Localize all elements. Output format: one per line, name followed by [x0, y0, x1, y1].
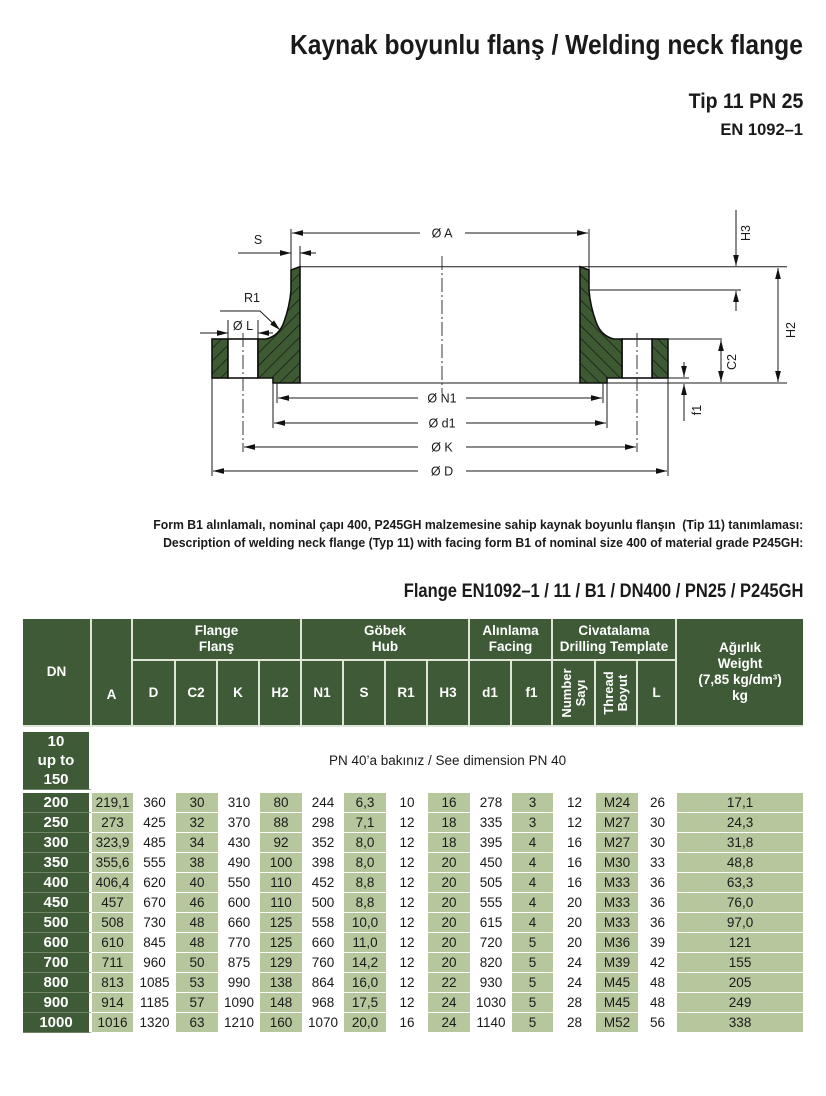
range-start: 10 [47, 733, 65, 750]
cell-dn: 800 [23, 973, 92, 993]
cell-c2: 48 [176, 933, 218, 953]
cell-dn: 900 [23, 993, 92, 1013]
see-pn40-note: PN 40’a bakınız / See dimension PN 40 [92, 732, 803, 790]
cell-k: 600 [218, 893, 260, 913]
header-s: S [344, 661, 386, 727]
header-weight [677, 619, 803, 727]
dimension-D [213, 465, 667, 479]
header-group-hub [302, 619, 470, 661]
cell-d1: 555 [470, 893, 512, 913]
label-K: Ø K [431, 440, 453, 455]
table-row [23, 993, 803, 1013]
cell-a: 914 [92, 993, 133, 1013]
cell-h2: 138 [260, 973, 302, 993]
cell-r1: 12 [386, 953, 428, 973]
cell-l: 48 [638, 973, 677, 993]
dimension-N1 [278, 392, 602, 406]
cell-l: 26 [638, 793, 677, 813]
cell-number: 16 [553, 873, 596, 893]
cell-number: 24 [553, 953, 596, 973]
cell-number: 20 [553, 933, 596, 953]
cell-thread: M39 [596, 953, 638, 973]
cell-d1: 930 [470, 973, 512, 993]
cell-r1: 12 [386, 933, 428, 953]
cell-f1: 5 [512, 993, 553, 1013]
cell-f1: 4 [512, 833, 553, 853]
cell-n1: 244 [302, 793, 344, 813]
cell-k: 1090 [218, 993, 260, 1013]
cell-thread: M36 [596, 933, 638, 953]
cell-h3: 20 [428, 893, 470, 913]
label-D: Ø D [430, 464, 454, 479]
cell-d: 555 [133, 853, 176, 873]
cell-f1: 5 [512, 973, 553, 993]
table-row [23, 793, 803, 813]
cell-s: 17,5 [344, 993, 386, 1013]
cell-s: 10,0 [344, 913, 386, 933]
cell-d1: 278 [470, 793, 512, 813]
weight-unit: kg [732, 688, 748, 703]
cell-s: 8,8 [344, 873, 386, 893]
cell-h3: 18 [428, 833, 470, 853]
cell-h2: 88 [260, 813, 302, 833]
cell-k: 770 [218, 933, 260, 953]
cell-dn: 1000 [23, 1013, 92, 1033]
cell-number: 16 [553, 833, 596, 853]
table-row [23, 833, 803, 853]
cell-h2: 129 [260, 953, 302, 973]
page-title-text: Kaynak boyunlu flanş / Welding neck flange [290, 29, 803, 60]
cell-n1: 298 [302, 813, 344, 833]
table-row [23, 873, 803, 893]
cell-f1: 4 [512, 893, 553, 913]
cell-a: 610 [92, 933, 133, 953]
cell-s: 20,0 [344, 1013, 386, 1033]
cell-d1: 505 [470, 873, 512, 893]
dimension-f1 [684, 362, 704, 421]
table-row [23, 893, 803, 913]
range-end: 150 [43, 771, 69, 788]
header-d: D [133, 661, 176, 727]
cell-thread: M30 [596, 853, 638, 873]
header-r1: R1 [386, 661, 428, 727]
cell-n1: 352 [302, 833, 344, 853]
cell-thread: M24 [596, 793, 638, 813]
cell-weight: 48,8 [677, 853, 803, 873]
header-d1: d1 [470, 661, 512, 727]
cell-weight: 205 [677, 973, 803, 993]
cell-number: 12 [553, 793, 596, 813]
group-drilling-tr: Civatalama [578, 623, 650, 638]
cell-h2: 125 [260, 933, 302, 953]
dimension-S [238, 233, 316, 267]
cell-a: 219,1 [92, 793, 133, 813]
cell-r1: 12 [386, 833, 428, 853]
cell-number: 20 [553, 893, 596, 913]
cell-dn: 500 [23, 913, 92, 933]
range-upto: up to [37, 752, 75, 769]
description-english [150, 535, 803, 551]
cell-a: 406,4 [92, 873, 133, 893]
description-turkish-text: Form B1 alınlamalı, nominal çapı 400, P245GH malzemesine sahip kaynak boyunlu flanşın (Tip 11) tanımlaması: [153, 518, 803, 532]
table-body [23, 727, 803, 1033]
cell-s: 11,0 [344, 933, 386, 953]
group-facing-en: Facing [488, 639, 533, 654]
cell-r1: 16 [386, 1013, 428, 1033]
cell-k: 310 [218, 793, 260, 813]
table-row [23, 933, 803, 953]
cell-k: 490 [218, 853, 260, 873]
cell-thread: M45 [596, 993, 638, 1013]
cell-dn: 200 [23, 793, 92, 813]
cell-number: 24 [553, 973, 596, 993]
cell-n1: 968 [302, 993, 344, 1013]
header-c2: C2 [176, 661, 218, 727]
label-d1: Ø d1 [428, 416, 456, 431]
header-thread [596, 661, 638, 727]
label-R1: R1 [244, 291, 260, 305]
cell-d1: 720 [470, 933, 512, 953]
cell-k: 875 [218, 953, 260, 973]
cell-c2: 53 [176, 973, 218, 993]
cell-l: 48 [638, 993, 677, 1013]
cell-k: 550 [218, 873, 260, 893]
header-number-rotated [560, 668, 588, 717]
cell-weight: 31,8 [677, 833, 803, 853]
header-number-en: Number [558, 668, 574, 718]
cell-f1: 5 [512, 953, 553, 973]
cell-a: 457 [92, 893, 133, 913]
weight-en: Weight [717, 656, 763, 671]
cell-c2: 50 [176, 953, 218, 973]
group-hub-tr: Göbek [364, 623, 407, 638]
cell-r1: 10 [386, 793, 428, 813]
cell-l: 30 [638, 813, 677, 833]
cell-c2: 38 [176, 853, 218, 873]
cell-l: 36 [638, 913, 677, 933]
cell-dn-range [23, 732, 92, 790]
cell-d: 845 [133, 933, 176, 953]
cell-f1: 5 [512, 1013, 553, 1033]
header-h3: H3 [428, 661, 470, 727]
cell-number: 28 [553, 993, 596, 1013]
cell-h3: 24 [428, 993, 470, 1013]
cell-d: 1185 [133, 993, 176, 1013]
dimension-d1 [274, 417, 606, 431]
cell-h2: 100 [260, 853, 302, 873]
cell-number: 12 [553, 813, 596, 833]
header-f1: f1 [512, 661, 553, 727]
header-thread-rotated [602, 671, 630, 714]
cell-weight: 24,3 [677, 813, 803, 833]
group-flange-en: Flange [194, 623, 239, 638]
cell-thread: M33 [596, 873, 638, 893]
cell-r1: 12 [386, 993, 428, 1013]
cell-d: 485 [133, 833, 176, 853]
weight-tr: Ağırlık [719, 640, 762, 655]
cell-d: 620 [133, 873, 176, 893]
cell-h2: 160 [260, 1013, 302, 1033]
label-N1: Ø N1 [427, 391, 457, 406]
group-flange-tr: Flanş [198, 639, 235, 654]
cell-h2: 92 [260, 833, 302, 853]
header-a: A [92, 619, 133, 727]
header-h2: H2 [260, 661, 302, 727]
cell-f1: 4 [512, 853, 553, 873]
dimension-table [23, 619, 803, 1033]
cell-c2: 30 [176, 793, 218, 813]
cell-weight: 97,0 [677, 913, 803, 933]
cell-k: 990 [218, 973, 260, 993]
cell-c2: 46 [176, 893, 218, 913]
cell-c2: 32 [176, 813, 218, 833]
cell-s: 6,3 [344, 793, 386, 813]
cell-f1: 3 [512, 793, 553, 813]
cell-dn: 250 [23, 813, 92, 833]
cell-f1: 4 [512, 873, 553, 893]
cell-h3: 20 [428, 933, 470, 953]
cell-d1: 395 [470, 833, 512, 853]
header-thread-en: Thread [601, 671, 617, 715]
cell-k: 430 [218, 833, 260, 853]
cell-weight: 121 [677, 933, 803, 953]
cell-c2: 57 [176, 993, 218, 1013]
cell-l: 30 [638, 833, 677, 853]
cell-dn: 400 [23, 873, 92, 893]
header-thread-tr: Boyut [615, 674, 631, 712]
cell-n1: 864 [302, 973, 344, 993]
cell-d: 425 [133, 813, 176, 833]
cell-d1: 1030 [470, 993, 512, 1013]
cell-weight: 249 [677, 993, 803, 1013]
dimension-H3 [736, 210, 753, 311]
cell-thread: M52 [596, 1013, 638, 1033]
cell-h2: 110 [260, 873, 302, 893]
cell-s: 8,8 [344, 893, 386, 913]
dimension-K [244, 441, 636, 455]
header-group-flange [133, 619, 302, 661]
flange-section-right [580, 267, 668, 383]
label-L: Ø L [232, 319, 254, 333]
cell-l: 33 [638, 853, 677, 873]
cell-d: 730 [133, 913, 176, 933]
cell-c2: 63 [176, 1013, 218, 1033]
cell-d1: 820 [470, 953, 512, 973]
cell-n1: 398 [302, 853, 344, 873]
cell-l: 36 [638, 873, 677, 893]
table-row [23, 913, 803, 933]
cell-thread: M27 [596, 833, 638, 853]
cell-h3: 24 [428, 1013, 470, 1033]
cell-thread: M27 [596, 813, 638, 833]
cell-s: 7,1 [344, 813, 386, 833]
cell-l: 39 [638, 933, 677, 953]
header-l: L [638, 661, 677, 727]
cell-d1: 335 [470, 813, 512, 833]
cell-l: 36 [638, 893, 677, 913]
label-H3: H3 [739, 225, 753, 241]
cell-weight: 76,0 [677, 893, 803, 913]
cell-r1: 12 [386, 973, 428, 993]
cell-r1: 12 [386, 913, 428, 933]
standard-text: EN 1092–1 [720, 121, 803, 139]
group-facing-tr: Alınlama [482, 623, 539, 638]
table-row [23, 813, 803, 833]
cell-dn: 350 [23, 853, 92, 873]
cell-thread: M33 [596, 913, 638, 933]
cell-number: 28 [553, 1013, 596, 1033]
designation-example [344, 580, 803, 604]
table-row [23, 953, 803, 973]
cell-d1: 615 [470, 913, 512, 933]
cell-f1: 3 [512, 813, 553, 833]
cell-c2: 34 [176, 833, 218, 853]
cell-d1: 1140 [470, 1013, 512, 1033]
header-row-groups [23, 619, 803, 661]
cell-d: 1320 [133, 1013, 176, 1033]
cell-number: 20 [553, 913, 596, 933]
header-dn: DN [23, 619, 92, 727]
cell-k: 660 [218, 913, 260, 933]
group-hub-en: Hub [371, 639, 399, 654]
cell-thread: M45 [596, 973, 638, 993]
cell-d: 960 [133, 953, 176, 973]
cell-h2: 148 [260, 993, 302, 1013]
cell-weight: 338 [677, 1013, 803, 1033]
cell-n1: 660 [302, 933, 344, 953]
table-row [23, 973, 803, 993]
flange-section-left [212, 267, 300, 383]
cell-a: 711 [92, 953, 133, 973]
cell-r1: 12 [386, 853, 428, 873]
cell-f1: 4 [512, 913, 553, 933]
cell-weight: 17,1 [677, 793, 803, 813]
cell-weight: 63,3 [677, 873, 803, 893]
cell-n1: 760 [302, 953, 344, 973]
label-C2: C2 [725, 354, 739, 370]
weight-density: (7,85 kg/dm³) [698, 672, 782, 687]
cell-n1: 558 [302, 913, 344, 933]
description-english-text: Description of welding neck flange (Typ 11) with facing form B1 of nominal size 400 of material grade P245GH: [162, 536, 803, 550]
cell-thread: M33 [596, 893, 638, 913]
dimension-H2 [778, 268, 798, 382]
cell-dn: 600 [23, 933, 92, 953]
cell-h3: 20 [428, 953, 470, 973]
cell-number: 16 [553, 853, 596, 873]
cell-h3: 20 [428, 913, 470, 933]
cell-c2: 40 [176, 873, 218, 893]
header-number-tr: Sayı [572, 679, 588, 707]
cell-d: 360 [133, 793, 176, 813]
cell-k: 370 [218, 813, 260, 833]
cell-r1: 12 [386, 893, 428, 913]
cell-d1: 450 [470, 853, 512, 873]
cell-dn: 300 [23, 833, 92, 853]
cell-h2: 110 [260, 893, 302, 913]
cell-s: 16,0 [344, 973, 386, 993]
header-group-facing [470, 619, 553, 661]
label-A: Ø A [431, 226, 453, 241]
table-row [23, 853, 803, 873]
cell-dn: 450 [23, 893, 92, 913]
cell-n1: 500 [302, 893, 344, 913]
cell-h3: 22 [428, 973, 470, 993]
cell-a: 323,9 [92, 833, 133, 853]
group-drilling-en: Drilling Template [559, 639, 669, 654]
description-turkish [140, 517, 803, 533]
cell-a: 1016 [92, 1013, 133, 1033]
cell-n1: 452 [302, 873, 344, 893]
header-number [553, 661, 596, 727]
label-f1: f1 [690, 404, 704, 416]
cell-h3: 20 [428, 873, 470, 893]
cell-a: 355,6 [92, 853, 133, 873]
cell-h3: 20 [428, 853, 470, 873]
table-row [23, 1013, 803, 1033]
cell-a: 813 [92, 973, 133, 993]
flange-cross-section-drawing [0, 0, 826, 500]
dimension-L [200, 319, 273, 339]
cell-s: 8,0 [344, 853, 386, 873]
cell-l: 56 [638, 1013, 677, 1033]
cell-d: 1085 [133, 973, 176, 993]
cell-n1: 1070 [302, 1013, 344, 1033]
cell-c2: 48 [176, 913, 218, 933]
cell-s: 8,0 [344, 833, 386, 853]
cell-a: 273 [92, 813, 133, 833]
label-S: S [253, 233, 263, 247]
designation-text: Flange EN1092–1 / 11 / B1 / DN400 / PN25 / P245GH [403, 581, 803, 602]
cell-weight: 155 [677, 953, 803, 973]
cell-k: 1210 [218, 1013, 260, 1033]
dimension-A [291, 227, 589, 271]
table-row-range-note [23, 732, 803, 790]
cell-d: 670 [133, 893, 176, 913]
subtitle-text: Tip 11 PN 25 [688, 90, 803, 113]
cell-r1: 12 [386, 873, 428, 893]
cell-a: 508 [92, 913, 133, 933]
cell-h3: 18 [428, 813, 470, 833]
dimension-C2 [721, 340, 739, 382]
cell-f1: 5 [512, 933, 553, 953]
cell-h3: 16 [428, 793, 470, 813]
label-H2: H2 [784, 322, 798, 338]
cell-h2: 80 [260, 793, 302, 813]
cell-l: 42 [638, 953, 677, 973]
header-n1: N1 [302, 661, 344, 727]
cell-s: 14,2 [344, 953, 386, 973]
header-k: K [218, 661, 260, 727]
cell-dn: 700 [23, 953, 92, 973]
cell-r1: 12 [386, 813, 428, 833]
header-group-drilling [553, 619, 677, 661]
cell-h2: 125 [260, 913, 302, 933]
